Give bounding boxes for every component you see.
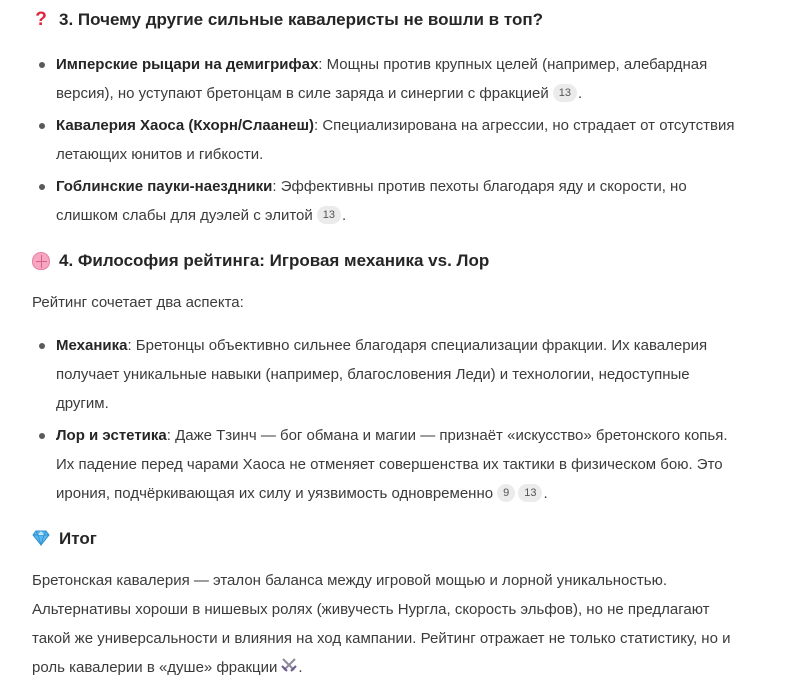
- section-4-intro: Рейтинг сочетает два аспекта:: [32, 294, 244, 311]
- item-bold-label: Лор и эстетика: [56, 427, 167, 444]
- item-bold-label: Имперские рыцари на демигрифах: [56, 56, 319, 73]
- gem-icon: [32, 530, 50, 548]
- bullet-dot: [39, 62, 45, 68]
- item-text: : Даже Тзинч — бог обмана и магии — признаёт «искусство» бретонского копья.: [166, 427, 728, 444]
- bullet-dot: [39, 433, 45, 439]
- item-text: ирония, подчёркивающая их силу и уязвимость одновременно: [56, 485, 494, 502]
- item-bold-label: Кавалерия Хаоса (Кхорн/Слаанеш): [56, 117, 314, 134]
- bullet-dot: [39, 123, 45, 129]
- item-text: : Эффективны против пехоты благодаря яду и скорости, но: [272, 178, 687, 195]
- item-text: : Специализирована на агрессии, но страдает от отсутствия: [314, 117, 735, 134]
- question-mark-icon: ?: [35, 9, 47, 30]
- section-3-title: 3. Почему другие сильные кавалеристы не вошли в топ?: [59, 10, 543, 29]
- section-4-heading: [32, 251, 489, 271]
- item-text: летающих юнитов и гибкости.: [56, 146, 264, 163]
- item-text: слишком слабы для дуэлей с элитой: [56, 207, 313, 224]
- item-text: получает уникальные навыки (например, благословения Леди) и технологии, недоступные: [56, 366, 690, 383]
- item-bold-label: Механика: [56, 337, 128, 354]
- citation-badge[interactable]: 13: [317, 206, 341, 224]
- summary-line: роль кавалерии в «душе» фракции: [32, 659, 278, 676]
- list-item: [56, 50, 707, 108]
- summary-line: такой же универсальности и влияния на ход кампании. Рейтинг отражает не только статистику, но и: [32, 630, 731, 647]
- list-item: [56, 331, 707, 418]
- item-text: : Бретонцы объективно сильнее благодаря специализации фракции. Их кавалерия: [127, 337, 708, 354]
- item-end: .: [342, 207, 347, 224]
- summary-title: Итог: [59, 529, 97, 548]
- citation-badge[interactable]: 9: [497, 484, 515, 502]
- crossed-swords-icon: [280, 655, 298, 684]
- list-item: [56, 111, 734, 169]
- item-text: Их падение перед чарами Хаоса не отменяет совершенства их тактики в физическом бою. Это: [56, 456, 723, 473]
- brain-icon: [32, 252, 50, 270]
- summary-line: Бретонская кавалерия — эталон баланса между игровой мощью и лорной уникальностью.: [32, 572, 668, 589]
- citation-badge[interactable]: 13: [518, 484, 542, 502]
- item-end: .: [543, 485, 548, 502]
- bullet-dot: [39, 184, 45, 190]
- section-4-title: 4. Философия рейтинга: Игровая механика vs. Лор: [59, 251, 490, 270]
- item-text: : Мощны против крупных целей (например, алебардная: [318, 56, 708, 73]
- list-item: [56, 421, 728, 508]
- bullet-dot: [39, 343, 45, 349]
- summary-line: Альтернативы хороши в нишевых ролях (живучесть Нургла, скорость эльфов), но не предлагают: [32, 601, 710, 618]
- summary-end: .: [298, 659, 303, 676]
- item-text: другим.: [56, 395, 109, 412]
- citation-badge[interactable]: 13: [553, 84, 577, 102]
- item-bold-label: Гоблинские пауки-наездники: [56, 178, 273, 195]
- summary-heading: [32, 529, 97, 549]
- list-item: [56, 172, 687, 230]
- summary-paragraph: [32, 566, 730, 684]
- item-end: .: [577, 85, 583, 102]
- section-3-heading: [32, 10, 543, 30]
- item-text: версия), но уступают бретонцам в силе заряда и синергии с фракцией: [56, 85, 549, 102]
